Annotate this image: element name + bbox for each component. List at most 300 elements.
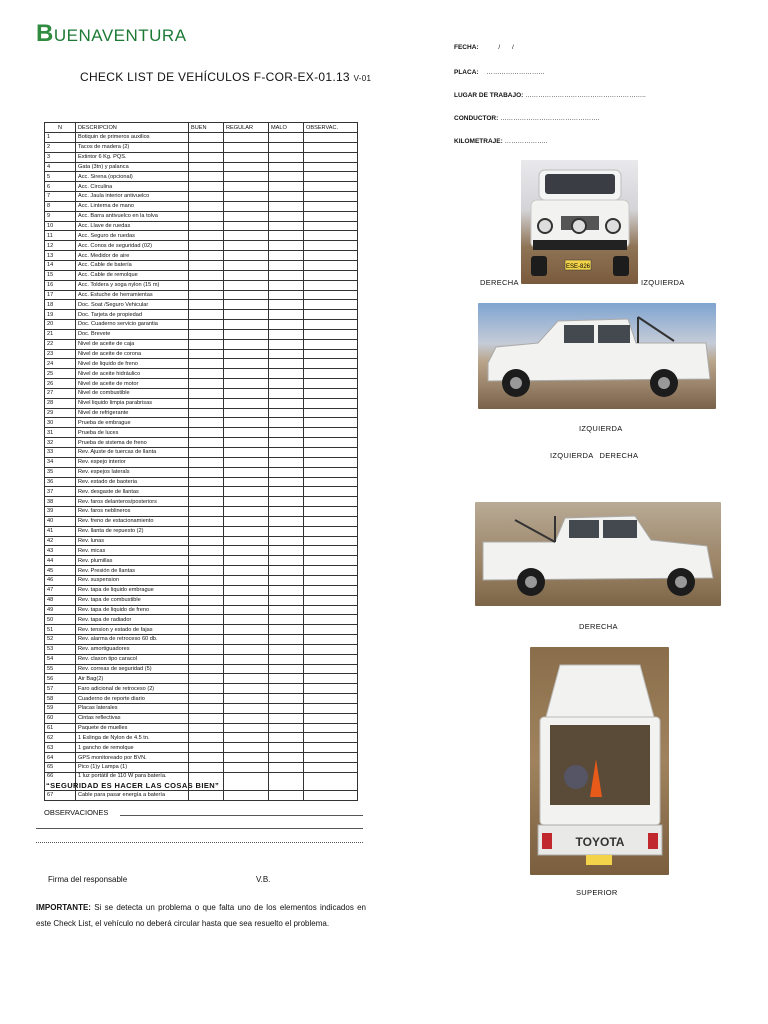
cell-malo[interactable] [269,595,304,605]
caption-rear-superior: SUPERIOR [576,888,618,897]
row-description: Rev. espejos laterals [76,467,189,477]
cell-malo[interactable] [269,201,304,211]
cell-buen[interactable] [189,753,224,763]
cell-buen[interactable] [189,536,224,546]
cell-regular[interactable] [224,526,269,536]
row-description: Acc. Conos de seguridad (02) [76,241,189,251]
col-malo: MALO [269,123,304,133]
cell-buen[interactable] [189,408,224,418]
cell-malo[interactable] [269,575,304,585]
cell-malo[interactable] [269,743,304,753]
observations-line-3[interactable] [36,842,363,843]
field-lugar-value: ……………………………………………….. [525,92,646,99]
cell-regular[interactable] [224,753,269,763]
cell-observac[interactable] [304,753,358,763]
row-description: Rev. lunas [76,536,189,546]
cell-buen[interactable] [189,585,224,595]
cell-regular[interactable] [224,723,269,733]
cell-regular[interactable] [224,595,269,605]
cell-regular[interactable] [224,231,269,241]
cell-regular[interactable] [224,556,269,566]
row-number: 11 [45,231,76,241]
cell-regular[interactable] [224,339,269,349]
table-row [45,260,358,270]
cell-regular[interactable] [224,585,269,595]
cell-regular[interactable] [224,329,269,339]
cell-buen[interactable] [189,260,224,270]
cell-malo[interactable] [269,713,304,723]
cell-malo[interactable] [269,694,304,704]
cell-observac[interactable] [304,388,358,398]
cell-regular[interactable] [224,790,269,800]
table-row [45,723,358,733]
cell-observac[interactable] [304,635,358,645]
cell-observac[interactable] [304,428,358,438]
cell-buen[interactable] [189,448,224,458]
cell-malo[interactable] [269,251,304,261]
cell-buen[interactable] [189,703,224,713]
cell-observac[interactable] [304,379,358,389]
cell-observac[interactable] [304,516,358,526]
cell-observac[interactable] [304,605,358,615]
cell-malo[interactable] [269,270,304,280]
cell-observac[interactable] [304,546,358,556]
cell-regular[interactable] [224,772,269,790]
form-title-text: CHECK LIST DE VEHÍCULOS F-COR-EX-01.13 [80,70,350,84]
cell-observac[interactable] [304,221,358,231]
cell-buen[interactable] [189,526,224,536]
cell-observac[interactable] [304,260,358,270]
cell-observac[interactable] [304,684,358,694]
cell-observac[interactable] [304,201,358,211]
cell-regular[interactable] [224,408,269,418]
cell-malo[interactable] [269,703,304,713]
cell-malo[interactable] [269,428,304,438]
cell-regular[interactable] [224,379,269,389]
cell-buen[interactable] [189,142,224,152]
cell-malo[interactable] [269,635,304,645]
cell-malo[interactable] [269,487,304,497]
cell-observac[interactable] [304,182,358,192]
cell-regular[interactable] [224,536,269,546]
cell-observac[interactable] [304,270,358,280]
cell-observac[interactable] [304,162,358,172]
cell-buen[interactable] [189,280,224,290]
cell-regular[interactable] [224,644,269,654]
col-descripcion: DESCRIPCION [76,123,189,133]
cell-observac[interactable] [304,172,358,182]
cell-regular[interactable] [224,133,269,143]
cell-observac[interactable] [304,585,358,595]
cell-observac[interactable] [304,290,358,300]
observations-line-1[interactable] [120,815,363,816]
cell-regular[interactable] [224,320,269,330]
cell-malo[interactable] [269,438,304,448]
cell-buen[interactable] [189,595,224,605]
cell-malo[interactable] [269,457,304,467]
cell-observac[interactable] [304,526,358,536]
row-number: 9 [45,211,76,221]
cell-observac[interactable] [304,369,358,379]
cell-regular[interactable] [224,605,269,615]
row-description: Placas laterales [76,703,189,713]
cell-malo[interactable] [269,516,304,526]
cell-malo[interactable] [269,763,304,773]
cell-malo[interactable] [269,379,304,389]
cell-regular[interactable] [224,221,269,231]
cell-malo[interactable] [269,418,304,428]
cell-observac[interactable] [304,713,358,723]
cell-observac[interactable] [304,703,358,713]
cell-regular[interactable] [224,575,269,585]
cell-malo[interactable] [269,546,304,556]
cell-malo[interactable] [269,172,304,182]
row-description: Gata (3tn) y palanca [76,162,189,172]
cell-malo[interactable] [269,320,304,330]
cell-observac[interactable] [304,300,358,310]
cell-buen[interactable] [189,763,224,773]
table-row [45,664,358,674]
row-description: Prueba de sistema de freno [76,438,189,448]
cell-observac[interactable] [304,733,358,743]
cell-malo[interactable] [269,339,304,349]
cell-buen[interactable] [189,654,224,664]
cell-malo[interactable] [269,359,304,369]
col-n: N [45,123,76,133]
cell-regular[interactable] [224,516,269,526]
cell-regular[interactable] [224,349,269,359]
cell-regular[interactable] [224,310,269,320]
cell-regular[interactable] [224,703,269,713]
cell-regular[interactable] [224,467,269,477]
cell-buen[interactable] [189,575,224,585]
cell-malo[interactable] [269,260,304,270]
cell-observac[interactable] [304,241,358,251]
cell-observac[interactable] [304,556,358,566]
row-description: Rev. tapa de radiador [76,615,189,625]
cell-buen[interactable] [189,133,224,143]
cell-buen[interactable] [189,211,224,221]
cell-buen[interactable] [189,457,224,467]
cell-buen[interactable] [189,329,224,339]
cell-malo[interactable] [269,556,304,566]
table-row [45,467,358,477]
cell-observac[interactable] [304,595,358,605]
cell-buen[interactable] [189,467,224,477]
cell-buen[interactable] [189,694,224,704]
cell-buen[interactable] [189,182,224,192]
cell-regular[interactable] [224,182,269,192]
cell-observac[interactable] [304,664,358,674]
cell-regular[interactable] [224,674,269,684]
cell-regular[interactable] [224,192,269,202]
cell-observac[interactable] [304,231,358,241]
cell-malo[interactable] [269,467,304,477]
observations-line-2[interactable] [36,828,363,829]
cell-regular[interactable] [224,566,269,576]
cell-buen[interactable] [189,664,224,674]
cell-observac[interactable] [304,251,358,261]
table-row [45,221,358,231]
cell-observac[interactable] [304,142,358,152]
cell-malo[interactable] [269,408,304,418]
cell-observac[interactable] [304,497,358,507]
table-row [45,201,358,211]
cell-regular[interactable] [224,664,269,674]
cell-buen[interactable] [189,605,224,615]
cell-observac[interactable] [304,448,358,458]
cell-regular[interactable] [224,694,269,704]
cell-malo[interactable] [269,388,304,398]
cell-buen[interactable] [189,477,224,487]
cell-observac[interactable] [304,772,358,790]
cell-buen[interactable] [189,644,224,654]
cell-regular[interactable] [224,733,269,743]
cell-buen[interactable] [189,162,224,172]
cell-observac[interactable] [304,359,358,369]
cell-observac[interactable] [304,644,358,654]
cell-buen[interactable] [189,723,224,733]
cell-regular[interactable] [224,300,269,310]
cell-malo[interactable] [269,684,304,694]
cell-malo[interactable] [269,231,304,241]
cell-buen[interactable] [189,172,224,182]
cell-regular[interactable] [224,201,269,211]
cell-buen[interactable] [189,635,224,645]
cell-observac[interactable] [304,457,358,467]
cell-observac[interactable] [304,310,358,320]
cell-observac[interactable] [304,763,358,773]
cell-buen[interactable] [189,398,224,408]
cell-observac[interactable] [304,575,358,585]
cell-buen[interactable] [189,684,224,694]
cell-regular[interactable] [224,142,269,152]
cell-buen[interactable] [189,566,224,576]
cell-regular[interactable] [224,654,269,664]
cell-buen[interactable] [189,349,224,359]
cell-regular[interactable] [224,251,269,261]
cell-observac[interactable] [304,329,358,339]
cell-malo[interactable] [269,310,304,320]
cell-malo[interactable] [269,753,304,763]
cell-malo[interactable] [269,211,304,221]
cell-buen[interactable] [189,428,224,438]
cell-malo[interactable] [269,674,304,684]
cell-regular[interactable] [224,359,269,369]
cell-buen[interactable] [189,516,224,526]
cell-malo[interactable] [269,585,304,595]
cell-observac[interactable] [304,133,358,143]
cell-malo[interactable] [269,369,304,379]
cell-regular[interactable] [224,162,269,172]
cell-regular[interactable] [224,172,269,182]
cell-buen[interactable] [189,418,224,428]
cell-buen[interactable] [189,507,224,517]
cell-buen[interactable] [189,201,224,211]
cell-malo[interactable] [269,536,304,546]
cell-buen[interactable] [189,497,224,507]
cell-observac[interactable] [304,339,358,349]
cell-malo[interactable] [269,477,304,487]
cell-malo[interactable] [269,349,304,359]
cell-regular[interactable] [224,615,269,625]
cell-buen[interactable] [189,369,224,379]
cell-malo[interactable] [269,142,304,152]
cell-observac[interactable] [304,477,358,487]
cell-malo[interactable] [269,221,304,231]
cell-regular[interactable] [224,713,269,723]
cell-buen[interactable] [189,339,224,349]
cell-malo[interactable] [269,162,304,172]
cell-malo[interactable] [269,329,304,339]
cell-observac[interactable] [304,280,358,290]
cell-regular[interactable] [224,684,269,694]
cell-malo[interactable] [269,182,304,192]
cell-buen[interactable] [189,438,224,448]
cell-malo[interactable] [269,300,304,310]
cell-malo[interactable] [269,615,304,625]
cell-buen[interactable] [189,546,224,556]
company-logo [36,20,187,48]
cell-buen[interactable] [189,379,224,389]
cell-regular[interactable] [224,428,269,438]
cell-malo[interactable] [269,790,304,800]
cell-regular[interactable] [224,388,269,398]
cell-observac[interactable] [304,192,358,202]
cell-observac[interactable] [304,487,358,497]
cell-malo[interactable] [269,290,304,300]
cell-observac[interactable] [304,674,358,684]
cell-malo[interactable] [269,526,304,536]
cell-malo[interactable] [269,772,304,790]
cell-malo[interactable] [269,280,304,290]
cell-buen[interactable] [189,221,224,231]
row-number: 42 [45,536,76,546]
cell-buen[interactable] [189,713,224,723]
cell-regular[interactable] [224,763,269,773]
cell-regular[interactable] [224,211,269,221]
table-row [45,339,358,349]
cell-malo[interactable] [269,133,304,143]
cell-observac[interactable] [304,536,358,546]
cell-regular[interactable] [224,497,269,507]
cell-buen[interactable] [189,674,224,684]
cell-malo[interactable] [269,625,304,635]
cell-regular[interactable] [224,448,269,458]
cell-observac[interactable] [304,418,358,428]
cell-buen[interactable] [189,270,224,280]
cell-observac[interactable] [304,408,358,418]
cell-regular[interactable] [224,280,269,290]
cell-observac[interactable] [304,152,358,162]
cell-malo[interactable] [269,507,304,517]
cell-malo[interactable] [269,192,304,202]
cell-buen[interactable] [189,290,224,300]
cell-malo[interactable] [269,664,304,674]
cell-regular[interactable] [224,152,269,162]
cell-malo[interactable] [269,654,304,664]
cell-observac[interactable] [304,790,358,800]
cell-buen[interactable] [189,359,224,369]
cell-malo[interactable] [269,723,304,733]
cell-regular[interactable] [224,507,269,517]
cell-observac[interactable] [304,566,358,576]
cell-malo[interactable] [269,566,304,576]
row-description: Acc. Circulina [76,182,189,192]
cell-observac[interactable] [304,349,358,359]
row-number: 56 [45,674,76,684]
cell-buen[interactable] [189,790,224,800]
cell-regular[interactable] [224,546,269,556]
cell-buen[interactable] [189,625,224,635]
cell-observac[interactable] [304,743,358,753]
cell-observac[interactable] [304,320,358,330]
cell-observac[interactable] [304,723,358,733]
cell-buen[interactable] [189,231,224,241]
cell-regular[interactable] [224,438,269,448]
cell-observac[interactable] [304,654,358,664]
cell-malo[interactable] [269,398,304,408]
cell-regular[interactable] [224,457,269,467]
cell-observac[interactable] [304,507,358,517]
row-description: Rev. espejo interior [76,457,189,467]
cell-observac[interactable] [304,398,358,408]
cell-regular[interactable] [224,270,269,280]
cell-malo[interactable] [269,241,304,251]
cell-malo[interactable] [269,605,304,615]
cell-buen[interactable] [189,388,224,398]
cell-regular[interactable] [224,369,269,379]
cell-malo[interactable] [269,152,304,162]
cell-buen[interactable] [189,733,224,743]
cell-malo[interactable] [269,644,304,654]
cell-buen[interactable] [189,487,224,497]
cell-regular[interactable] [224,477,269,487]
cell-malo[interactable] [269,733,304,743]
cell-observac[interactable] [304,438,358,448]
cell-buen[interactable] [189,556,224,566]
cell-regular[interactable] [224,290,269,300]
row-description: Botiquin de primeros auxilios [76,133,189,143]
cell-buen[interactable] [189,615,224,625]
table-row [45,477,358,487]
cell-regular[interactable] [224,635,269,645]
cell-observac[interactable] [304,615,358,625]
cell-buen[interactable] [189,152,224,162]
cell-observac[interactable] [304,211,358,221]
cell-regular[interactable] [224,625,269,635]
logo-initial: B [36,20,54,47]
cell-buen[interactable] [189,300,224,310]
cell-buen[interactable] [189,241,224,251]
cell-buen[interactable] [189,743,224,753]
cell-buen[interactable] [189,310,224,320]
cell-observac[interactable] [304,625,358,635]
cell-malo[interactable] [269,448,304,458]
cell-buen[interactable] [189,320,224,330]
cell-regular[interactable] [224,260,269,270]
cell-buen[interactable] [189,251,224,261]
cell-regular[interactable] [224,398,269,408]
cell-observac[interactable] [304,694,358,704]
cell-regular[interactable] [224,743,269,753]
cell-buen[interactable] [189,192,224,202]
cell-regular[interactable] [224,487,269,497]
cell-observac[interactable] [304,467,358,477]
cell-malo[interactable] [269,497,304,507]
cell-regular[interactable] [224,241,269,251]
cell-regular[interactable] [224,418,269,428]
